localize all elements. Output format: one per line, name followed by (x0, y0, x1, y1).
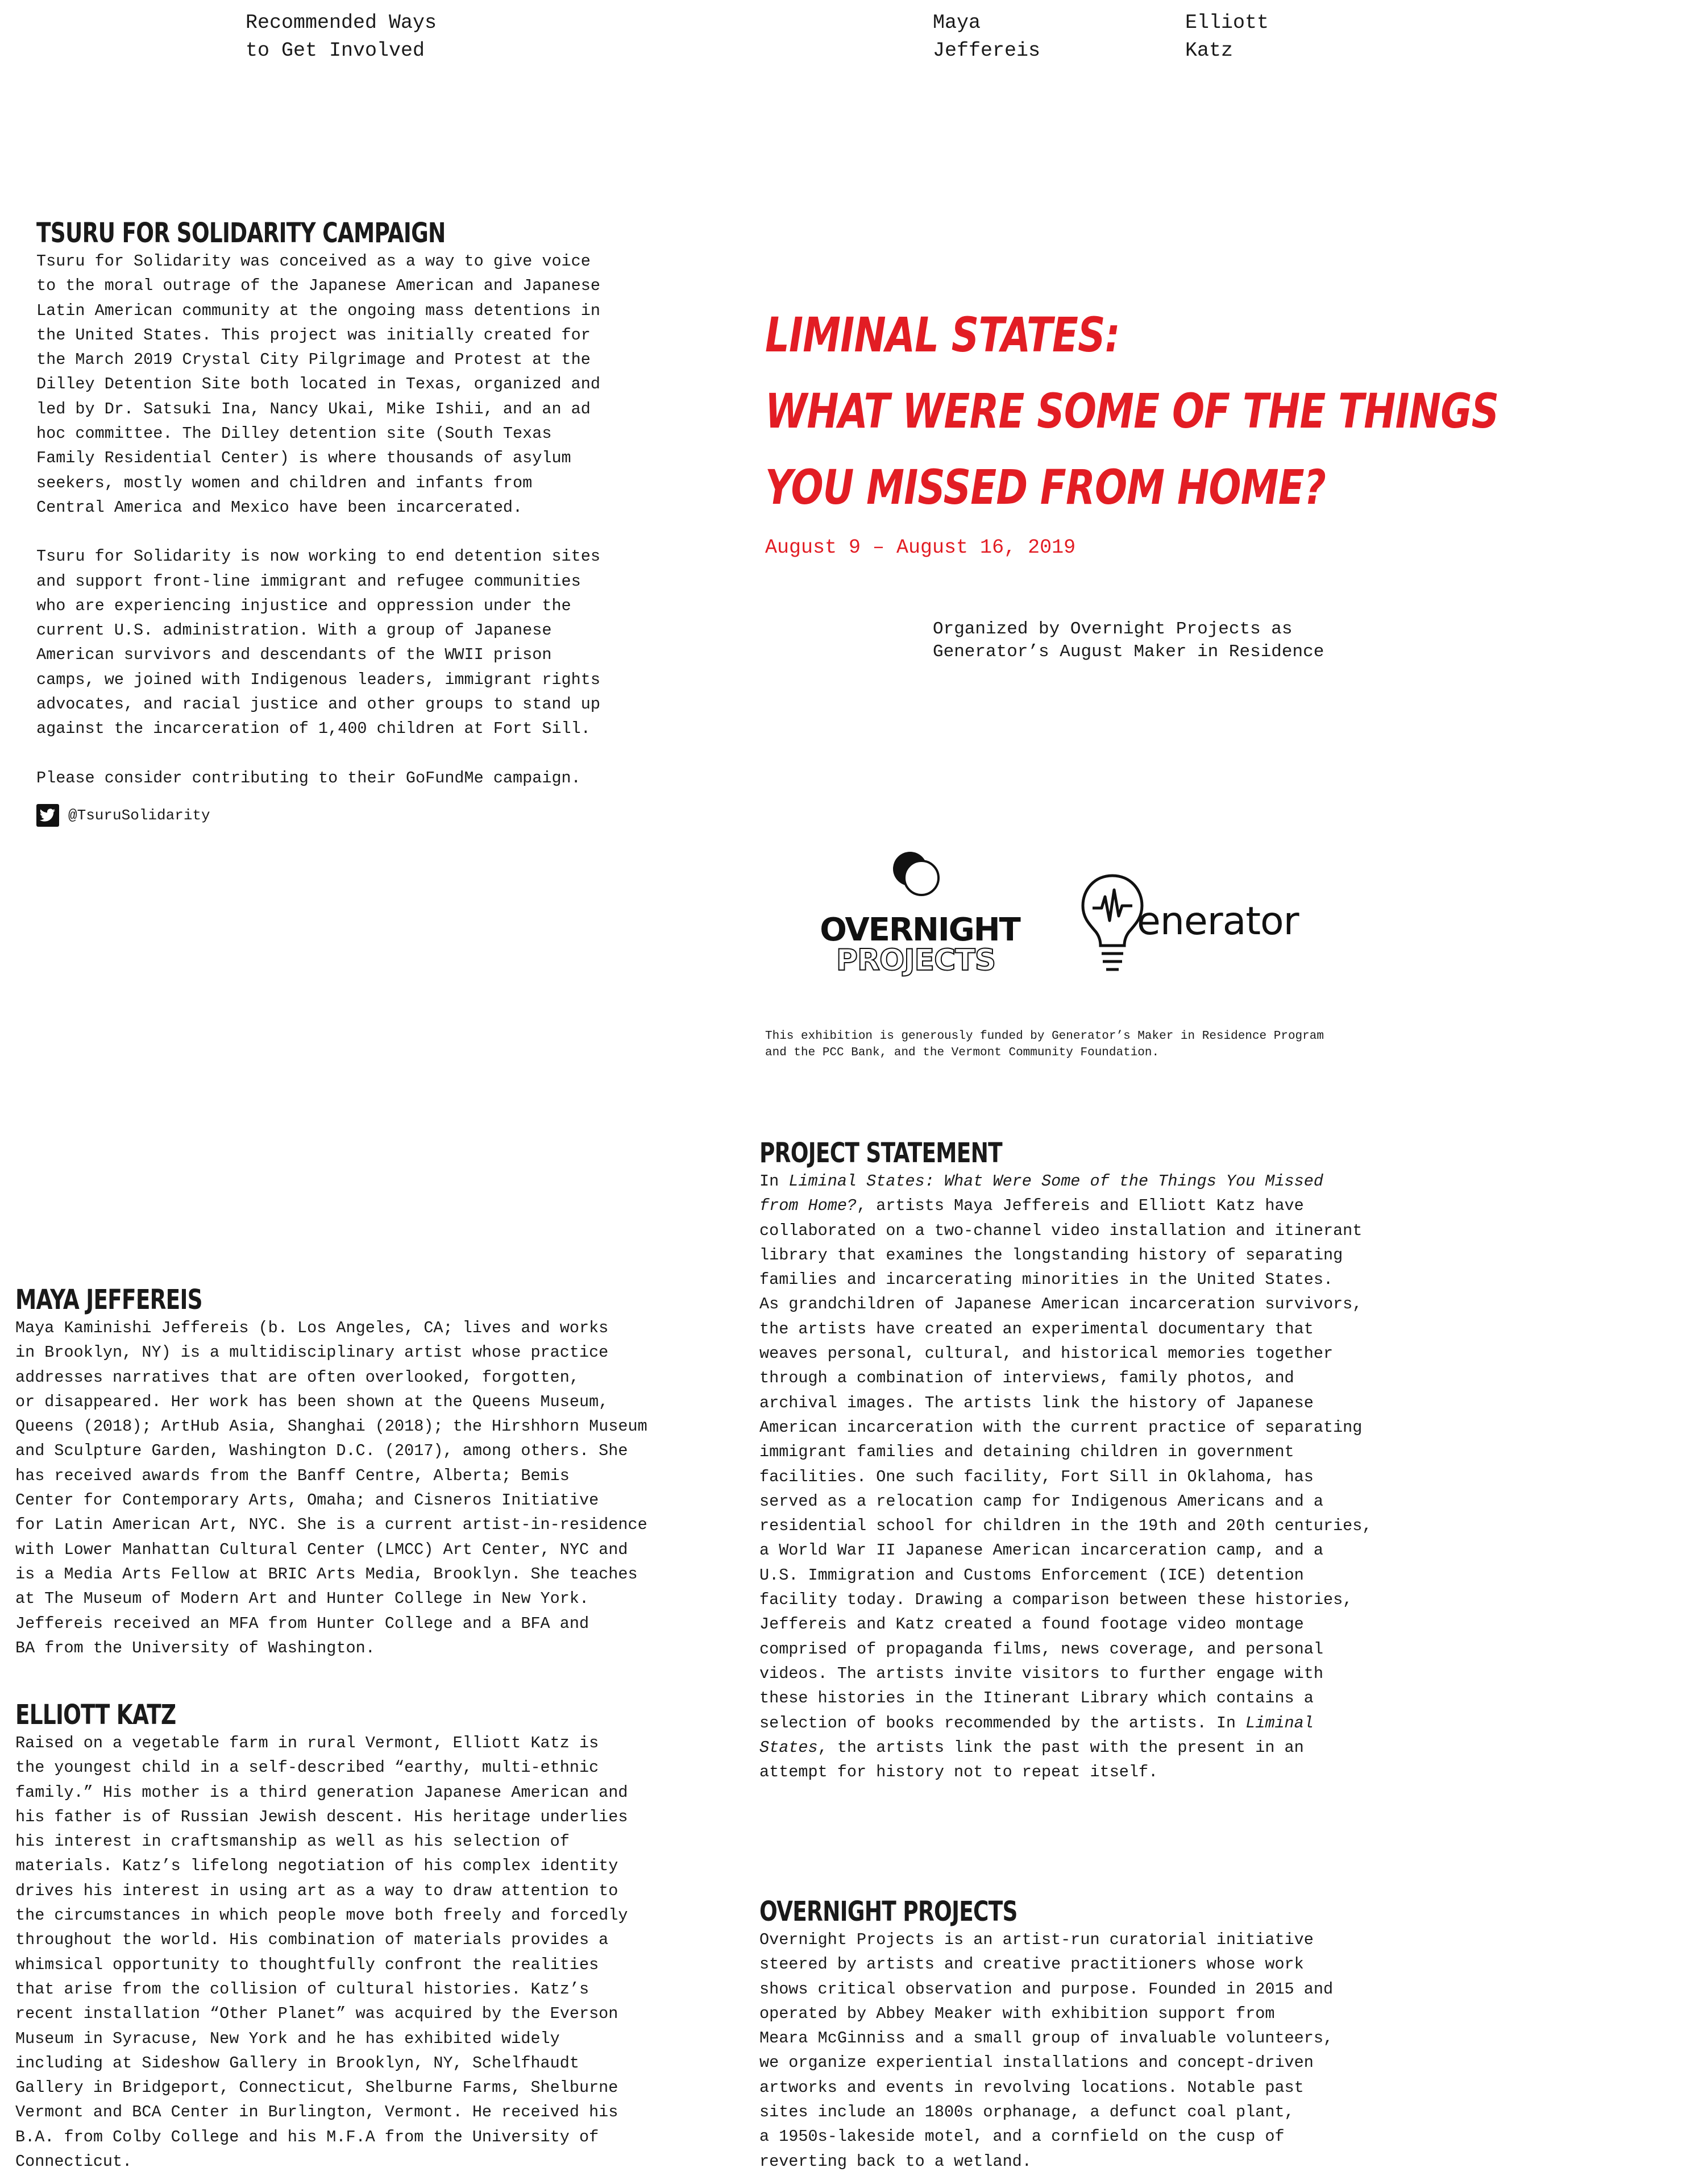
twitter-link[interactable] (36, 804, 662, 827)
title-line-2: WHAT WERE SOME OF THE THINGS (765, 383, 1499, 439)
generator-bulb-icon (1080, 873, 1145, 975)
title-line-1: LIMINAL STATES: (765, 307, 1120, 363)
funding-note: This exhibition is generously funded by Generator’s Maker in Residence Program and the PCC Bank, and the Vermont Community Foundation. (765, 1030, 1324, 1059)
maya-section (15, 1284, 697, 1660)
overnight-logo-text: OVERNIGHT (820, 911, 1020, 948)
statement-prefix: In (759, 1172, 789, 1191)
tsuru-heading: TSURU FOR SOLIDARITY CAMPAIGN (36, 217, 446, 249)
title-line-3: YOU MISSED FROM HOME? (765, 459, 1326, 515)
organized-by: Organized by Overnight Projects as Generator’s August Maker in Residence (933, 619, 1324, 662)
nav-link-elliott[interactable]: Elliott Katz (1185, 11, 1269, 62)
twitter-handle[interactable]: @TsuruSolidarity (68, 806, 210, 824)
statement-end: , the artists link the past with the present in an attempt for history not to repeat itself. (759, 1738, 1304, 1782)
elliott-heading: ELLIOTT KATZ (15, 1699, 176, 1731)
project-statement-section (759, 1137, 1407, 1784)
overnight-heading: OVERNIGHT PROJECTS (759, 1896, 1017, 1928)
overnight-circles-icon (806, 846, 1033, 897)
twitter-icon[interactable] (36, 804, 59, 827)
nav-link-maya[interactable]: Maya Jeffereis (933, 11, 1041, 62)
projects-logo-text: PROJECTS (836, 943, 996, 977)
generator-logo (1080, 873, 1324, 975)
statement-italic-liminal: Liminal (1245, 1713, 1314, 1733)
overnight-body: Overnight Projects is an artist-run curatorial initiative steered by artists and creative practitioners whose work shows critical observation and purpose. Founded in 2015 and operated by Abbey Meaker with exhibition support from Meara McGinniss and a small group of invaluable volunteers, we organize experiential installations and concept-driven artworks and events in revolving locations. Notable past sites include an 1800s orphanage, a defunct coal plant, a 1950s-lakeside motel, and a cornfield on the cusp of reverting back to a wetland. (759, 1930, 1334, 2171)
project-statement-body (759, 1169, 1407, 1784)
maya-bio: Maya Kaminishi Jeffereis (b. Los Angeles, CA; lives and works in Brooklyn, NY) is a multidisciplinary artist whose practice addresses narratives that are often overlooked, forgotten, or disappeared. Her work has been shown at the Queens Museum, Queens (2018); ArtHub Asia, Shanghai (2018); the Hirshhorn Museum and Sculpture Garden, Washington D.C. (2017), among others. She has received awards from the Banff Centre, Alberta; Bemis Center for Contemporary Arts, Omaha; and Cisneros Initiative for Latin American Art, NYC. She is a current artist-in-residence with Lower Manhattan Cultural Center (LMCC) Art Center, NYC and is a Media Arts Fellow at BRIC Arts Media, Brooklyn. She teaches at The Museum of Modern Art and Hunter College in New York. Jeffereis received an MFA from Hunter College and a BFA and BA from the University of Washington. (15, 1319, 647, 1657)
exhibition-dates: August 9 – August 16, 2019 (765, 536, 1076, 559)
statement-title-italic-2: from Home? (759, 1196, 857, 1216)
exhibition-title (765, 297, 1682, 525)
elliott-bio: Raised on a vegetable farm in rural Vermont, Elliott Katz is the youngest child in a self-described “earthy, multi-ethnic family.” His mother is a third generation Japanese American and his father is of Russian Jewish descent. His heritage underlies his interest in craftsmanship as well as his selection of materials. Katz’s lifelong negotiation of his complex identity drives his interest in using art as a way to draw attention to the circumstances in which people move both freely and forcedly throughout the world. His combination of materials provides a whimsical opportunity to thoughtfully confront the realities that arise from the collision of cultural histories. Katz’s recent installation “Other Planet” was acquired by the Everson Museum in Syracuse, New York and he has exhibited widely including at Sideshow Gallery in Brooklyn, NY, Schelfhaudt Gallery in Bridgeport, Connecticut, Shelburne Farms, Shelburne Vermont and BCA Center in Burlington, Vermont. He received his B.A. from Colby College and his M.F.A from the University of Connecticut. (15, 1734, 628, 2171)
project-statement-heading: PROJECT STATEMENT (759, 1137, 1002, 1169)
tsuru-section (36, 217, 662, 827)
statement-title-italic-1: Liminal States: What Were Some of the Things You Missed (788, 1172, 1323, 1191)
tsuru-paragraph-2: Tsuru for Solidarity is now working to end detention sites and support front-line immigrant and refugee communities who are experiencing injustice and oppression under the current U.S. administration. With a group of Japanese American survivors and descendants of the WWII prison camps, we joined with Indigenous leaders, immigrant rights advocates, and racial justice and other groups to stand up against the incarceration of 1,400 children at Fort Sill. (36, 547, 600, 739)
tsuru-paragraph-1: Tsuru for Solidarity was conceived as a way to give voice to the moral outrage of the Japanese American and Japanese Latin American community at the ongoing mass detentions in the United States. This project was initially created for the March 2019 Crystal City Pilgrimage and Protest at the Dilley Detention Site both located in Texas, organized and led by Dr. Satsuki Ina, Nancy Ukai, Mike Ishii, and an ad hoc committee. The Dilley detention site (South Texas Family Residential Center) is where thousands of asylum seekers, mostly women and children and infants from Central America and Mexico have been incarcerated. (36, 252, 600, 517)
overnight-projects-logo (806, 846, 1033, 983)
nav-link-recommended[interactable]: Recommended Ways to Get Involved (246, 11, 437, 62)
tsuru-paragraph-3[interactable]: Please consider contributing to their GoFundMe campaign. (36, 768, 581, 788)
statement-main: , artists Maya Jeffereis and Elliott Katz have collaborated on a two-channel video installation and itinerant library that examines the longstanding history of separating families and incarcerating minorities in the United States. As grandchildren of Japanese American incarceration survivors, the artists have created an experimental documentary that weaves personal, cultural, and historical memories together through a combination of interviews, family photos, and archival images. The artists link the history of Japanese American incarceration with the current practice of separating immigrant families and detaining children in government facilities. One such facility, Fort Sill in Oklahoma, has served as a relocation camp for Indigenous Americans and a residential school for children in the 19th and 20th centuries, a World War II Japanese American incarceration camp, and a U.S. Immigration and Customs Enforcement (ICE) detention facility today. Drawing a comparison between these histories, Jeffereis and Katz created a found footage video montage comprised of propaganda films, news coverage, and personal videos. The artists invite visitors to further engage with these histories in the Itinerant Library which contains a selection of books recommended by the artists. In (759, 1196, 1372, 1733)
maya-heading: MAYA JEFFEREIS (15, 1284, 202, 1316)
overnight-section (759, 1896, 1407, 2174)
statement-italic-states: States (759, 1738, 818, 1757)
elliott-section (15, 1699, 697, 2174)
generator-logo-text: enerator (1137, 899, 1299, 944)
